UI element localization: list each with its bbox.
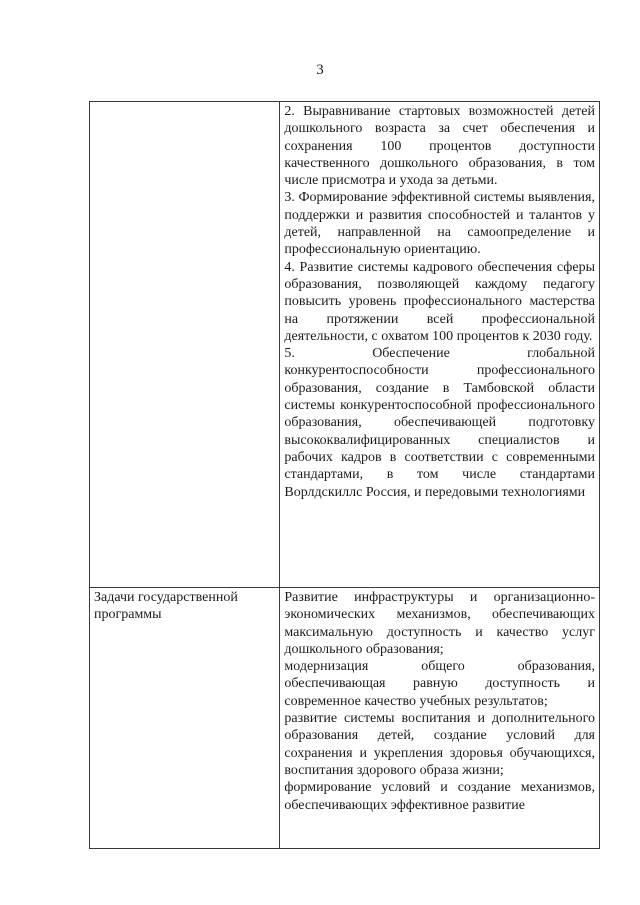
row-label-cell (90, 588, 280, 849)
row-label-cell (90, 102, 280, 588)
table-row-tasks (90, 588, 600, 849)
task-paragraph-3: развитие системы воспитания и дополнительного образования детей, создание условий для сохранения и укрепления здоровья обучающихся, воспитания здорового образа жизни; (284, 711, 595, 778)
table-row-goals (90, 102, 600, 588)
goal-paragraph-2: 2. Выравнивание стартовых возможностей детей дошкольного возраста за счет обеспечения и сохранения 100 процентов доступности качественного дошкольного образования, в том числе присмотра и ухода за детьми. (284, 104, 595, 189)
program-passport-table (89, 101, 600, 849)
row-content-cell (280, 588, 600, 849)
task-paragraph-4: формирование условий и создание механизмов, обеспечивающих эффективное развитие (284, 780, 595, 813)
goal-paragraph-4: 4. Развитие системы кадрового обеспечения сферы образования, позволяющей каждому педагогу повысить уровень профессионального мастерства на протяжении всей профессиональной деятельности, с охватом 100 процентов к 2030 году. (284, 259, 595, 344)
task-paragraph-2: модернизация общего образования, обеспечивающая равную доступность и современное качество учебных результатов; (284, 659, 595, 709)
goal-paragraph-3: 3. Формирование эффективной системы выявления, поддержки и развития способностей и талантов у детей, направленной на самоопределение и профессиональную ориентацию. (284, 190, 595, 258)
row-label-tasks: Задачи государственной программы (94, 590, 238, 623)
row-content-cell (280, 102, 600, 588)
task-paragraph-1: Развитие инфраструктуры и организационно-экономических механизмов, обеспечивающих максимальную доступность и качество услуг дошкольного образования; (284, 590, 595, 657)
row-label (90, 102, 279, 103)
page-number: 3 (316, 62, 324, 78)
goal-paragraph-5: 5. Обеспечение глобальной конкурентоспособности профессионального образования, создание в Тамбовской области системы конкурентоспособной профессионального образования, обеспечивающей подготовку высококвалифицированных специалистов и рабочих кадров в соответствии с современными стандартами, в том числе стандартами Ворлдскиллс Россия, и передовыми технологиями (284, 346, 595, 500)
